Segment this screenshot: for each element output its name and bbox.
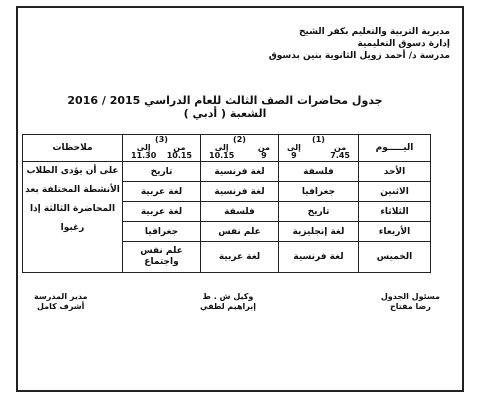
subject-cell: جغرافيا xyxy=(279,182,359,202)
notes-header: ملاحظات xyxy=(23,135,123,162)
day-cell: الخميس xyxy=(359,242,431,273)
subject-cell: علم نفس واجتماع xyxy=(123,242,201,273)
subject-cell: لغة إنجليزية xyxy=(279,222,359,242)
period-number: (3) xyxy=(155,135,168,144)
signature-name: أشرف كامل xyxy=(36,302,85,311)
subject-cell: تاريخ xyxy=(123,162,201,182)
subject-cell: تاريخ xyxy=(279,202,359,222)
school-line: مدرسة د/ أحمد زويل الثانوية بنين بدسوق xyxy=(268,51,450,61)
period-from-label: من xyxy=(173,143,186,152)
subject-cell: لغة فرنسية xyxy=(201,162,279,182)
document-title xyxy=(20,94,430,120)
title-line: جدول محاضرات الصف الثالث للعام الدراسي 2015 / 2016 xyxy=(67,94,383,107)
signature-title: وكيل ش . ط xyxy=(202,292,254,301)
period-3-header xyxy=(123,135,201,162)
period-from: 9 xyxy=(261,151,267,160)
administration-line: إدارة دسوق التعليمية xyxy=(357,39,450,49)
period-to-label: إلى xyxy=(136,143,151,152)
day-header: اليـــــوم xyxy=(359,135,431,162)
subject-cell: لغة عربية xyxy=(123,182,201,202)
day-cell: الأربعاء xyxy=(359,222,431,242)
period-to-label: إلى xyxy=(214,143,229,152)
period-number: (2) xyxy=(233,135,246,144)
subject-cell: لغة فرنسية xyxy=(201,182,279,202)
notes-cell: على أن يؤدى الطلاب الأنشطة المختلفة بعد المحاضرة الثالثة إذا رغبوا xyxy=(23,162,123,273)
signature-name: رضا مفتاح xyxy=(389,302,431,311)
schedule-table xyxy=(22,134,431,273)
period-number: (1) xyxy=(312,135,325,144)
subject-cell: لغة فرنسية xyxy=(279,242,359,273)
signature-title: مدير المدرسة xyxy=(34,292,88,301)
period-from: 10.15 xyxy=(166,151,192,160)
day-cell: الثلاثاء xyxy=(359,202,431,222)
period-to-label: إلى xyxy=(287,143,301,152)
period-1-header xyxy=(279,135,359,162)
subject-cell: علم نفس xyxy=(201,222,279,242)
deputy-signature xyxy=(200,292,256,312)
signature-name: إبراهيم لطفي xyxy=(200,302,256,311)
day-cell: الاثنين xyxy=(359,182,431,202)
principal-signature xyxy=(34,292,87,312)
subject-cell: جغرافيا xyxy=(123,222,201,242)
period-from-label: من xyxy=(257,143,270,152)
period-to: 9 xyxy=(291,151,297,160)
division-line: الشعبة ( أدبي ) xyxy=(183,107,267,120)
directorate-line: مديرية التربية والتعليم بكفر الشيخ xyxy=(298,27,450,37)
period-to: 11.30 xyxy=(131,151,157,160)
table-row xyxy=(23,162,431,182)
period-from: 7.45 xyxy=(330,151,350,160)
schedule-officer-signature xyxy=(381,292,440,312)
table-header-row xyxy=(23,135,431,162)
period-to: 10.15 xyxy=(209,151,235,160)
day-cell: الأحد xyxy=(359,162,431,182)
subject-cell: لغة عربية xyxy=(201,242,279,273)
document-header xyxy=(220,26,450,62)
subject-cell: فلسفة xyxy=(201,202,279,222)
subject-cell: فلسفة xyxy=(279,162,359,182)
period-from-label: من xyxy=(334,143,347,152)
signature-title: مسئول الجدول xyxy=(380,292,440,301)
period-2-header xyxy=(201,135,279,162)
subject-cell: لغة عربية xyxy=(123,202,201,222)
